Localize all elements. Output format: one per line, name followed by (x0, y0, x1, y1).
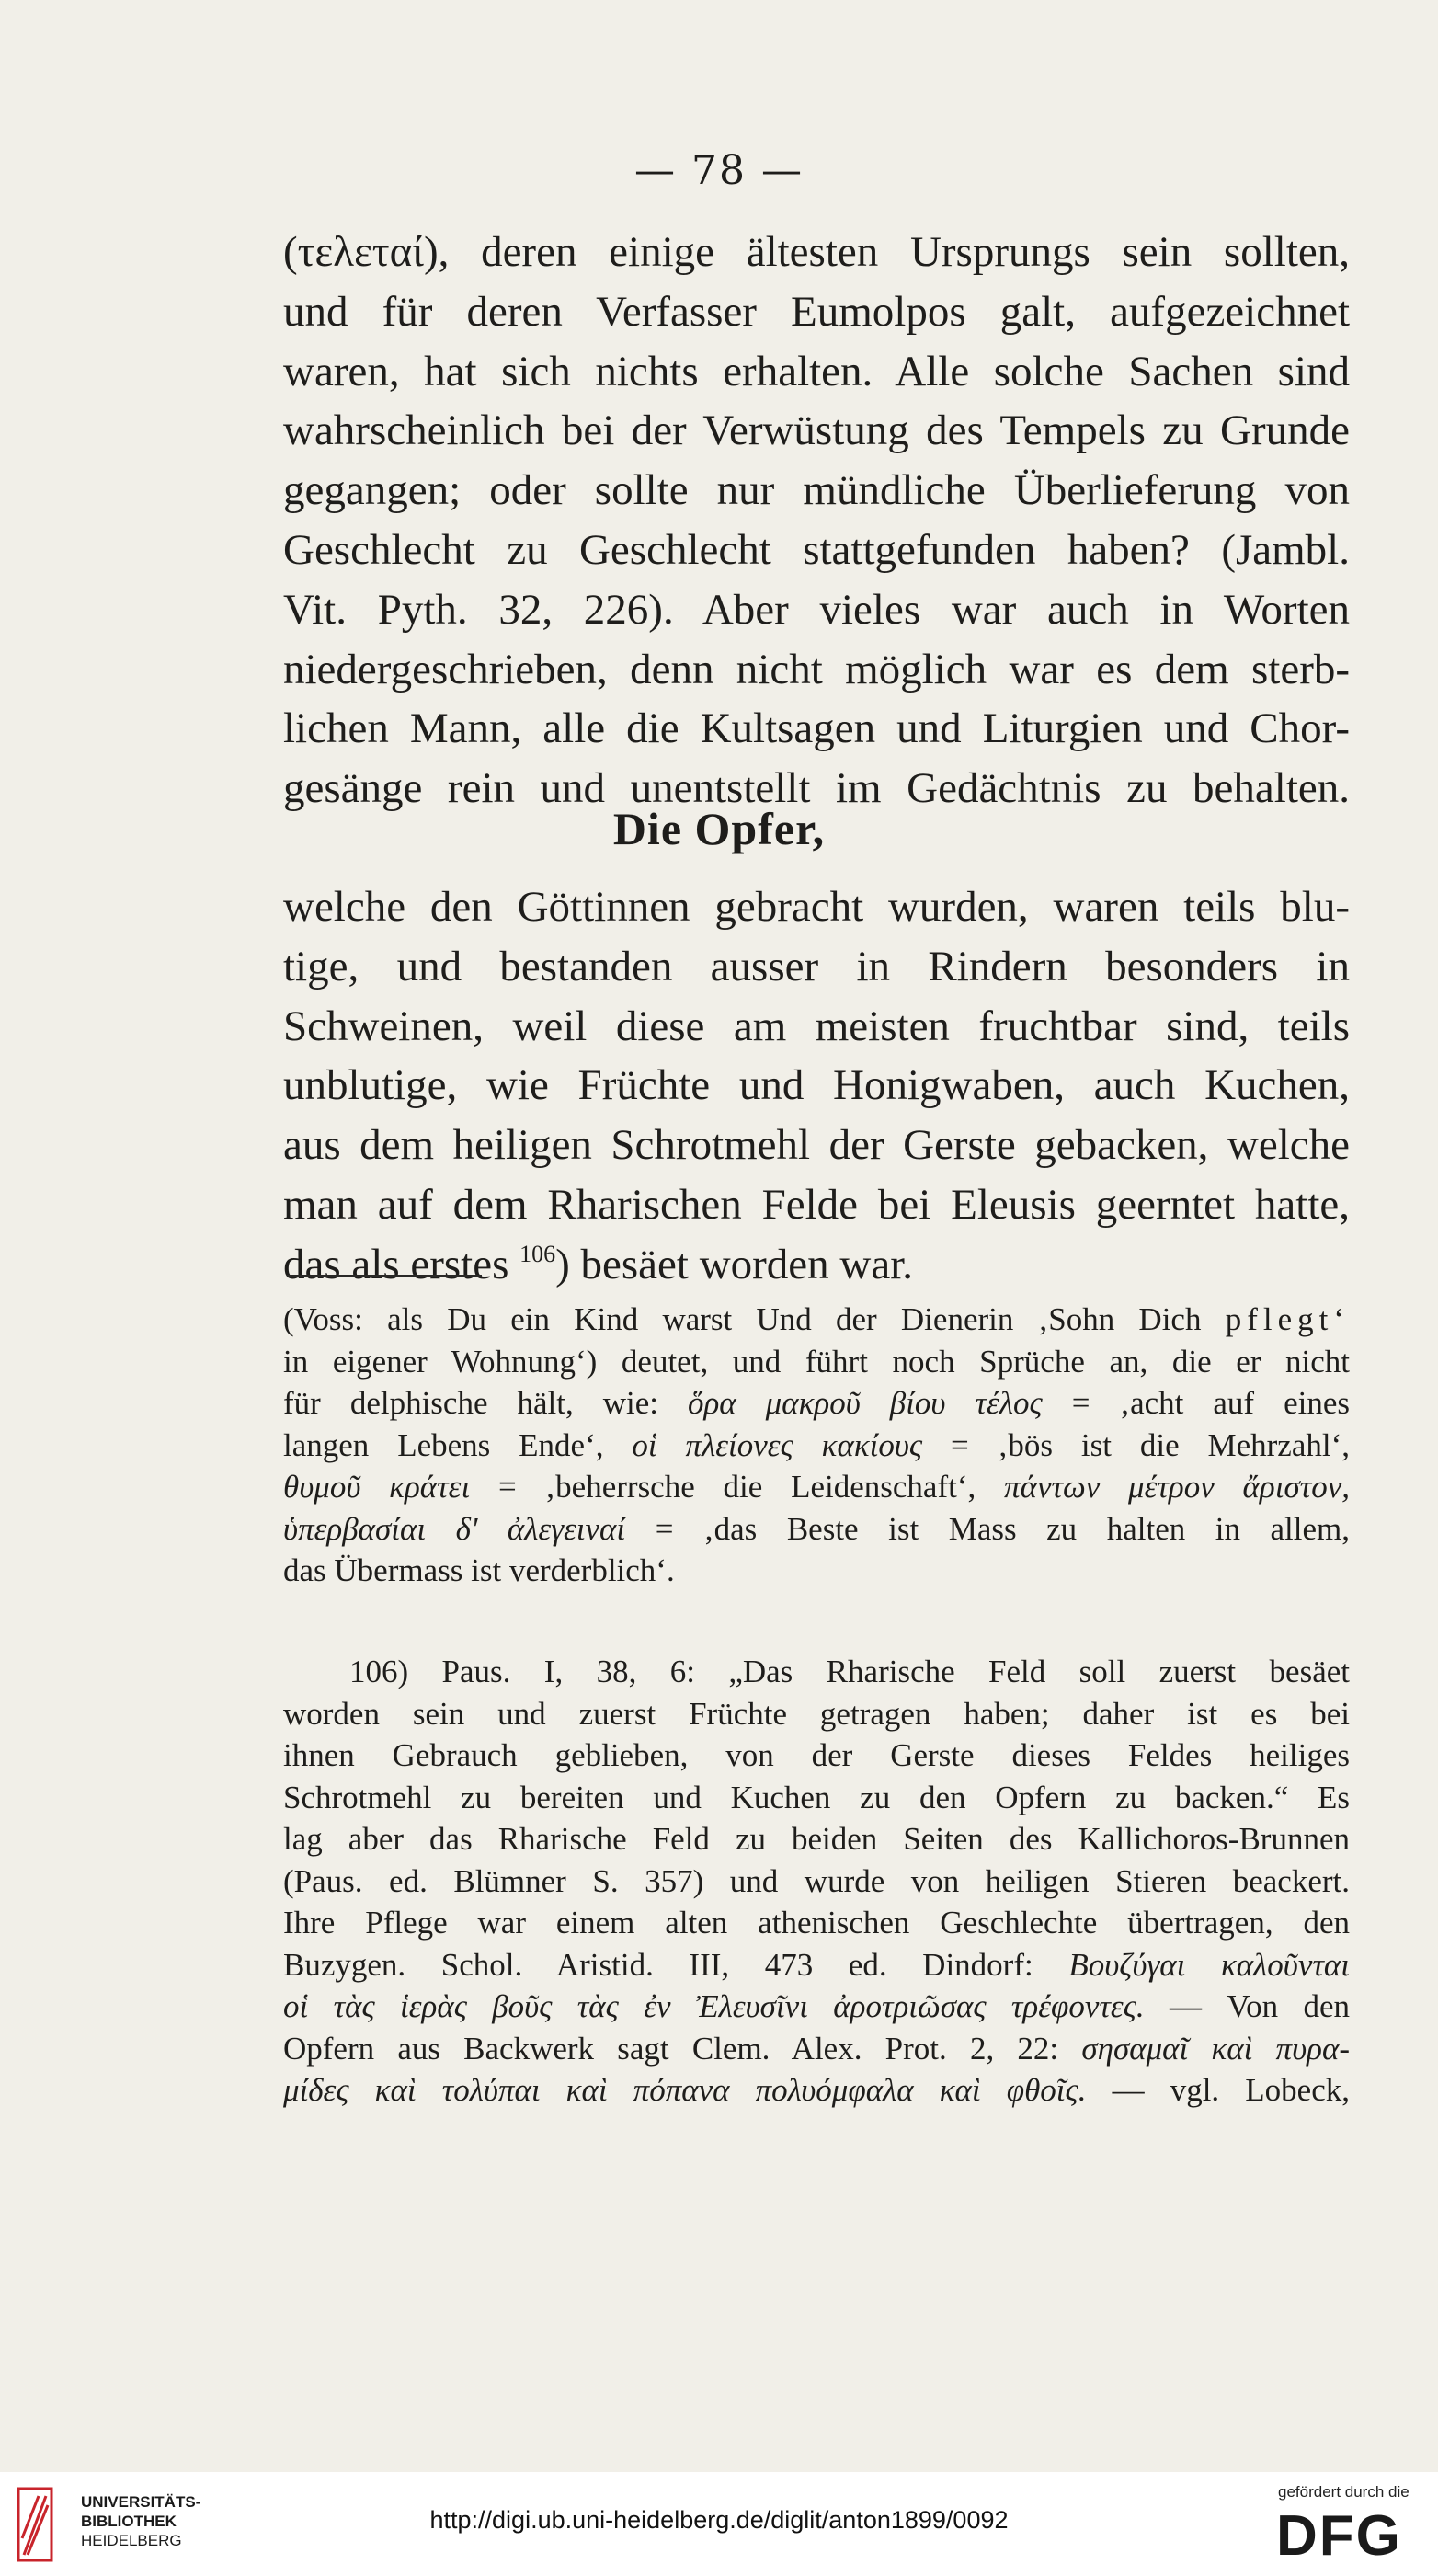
text-line: welche den Göttinnen gebracht wurden, waren teils blu- (283, 883, 1350, 931)
text-line: aus dem heiligen Schrotmehl der Gerste gebacken, welche (283, 1121, 1350, 1170)
footnote-line (283, 2028, 1350, 2070)
text-fragment: für delphische hält, wie: (283, 1385, 658, 1421)
dfg-logo: DFG (1276, 2504, 1402, 2568)
footnote-line (283, 1425, 1350, 1467)
greek-text: μίδες καὶ τολύπαι καὶ πόπανα πολυόμφαλα καὶ φθοῖς. (283, 2072, 1087, 2108)
text-fragment: Buzygen. Schol. Aristid. III, 473 ed. Dindorf: (283, 1946, 1033, 1983)
footnote-line: Ihre Pflege war einem alten athenischen Geschlechte übertragen, den (283, 1905, 1350, 1941)
greek-text: ὑπερβασίαι δ' ἀλεγειναί (283, 1510, 626, 1547)
text-line: unblutige, wie Früchte und Honigwaben, auch Kuchen, (283, 1061, 1350, 1110)
footnote-line (283, 1944, 1350, 1986)
main-paragraph (283, 223, 1350, 819)
text-line: gesänge rein und unentstellt im Gedächtnis zu behalten. (283, 764, 1350, 813)
text-fragment: Opfern aus Backwerk sagt Clem. Alex. Prot. 2, 22: (283, 2030, 1059, 2067)
footnote-separator (287, 1275, 482, 1277)
text-line: man auf dem Rharischen Felde bei Eleusis geerntet hatte, (283, 1180, 1350, 1229)
greek-text: ὅρα μακροῦ βίου τέλος (688, 1385, 1043, 1421)
text-line: tige, und bestanden ausser in Rindern besonders in (283, 942, 1350, 990)
footnote-line: worden sein und zuerst Früchte getragen haben; daher ist es bei (283, 1695, 1350, 1732)
text-line: (τελεταί), deren einige ältesten Ursprungs sein sollten, (283, 228, 1350, 276)
footnote-106 (283, 1651, 1350, 2112)
text-line: waren, hat sich nichts erhalten. Alle solche Sachen sind (283, 347, 1350, 395)
spaced-word: pflegt‘ (1225, 1301, 1350, 1337)
greek-text: σησαμαῖ καὶ πυρα- (1081, 2030, 1350, 2067)
text-line: und für deren Verfasser Eumolpos galt, aufgezeichnet (283, 287, 1350, 336)
text-fragment: (Voss: als Du ein Kind warst Und der Dienerin ‚Sohn Dich (283, 1301, 1202, 1337)
footnote-line (283, 1466, 1350, 1508)
footnote-continued (283, 1299, 1350, 1592)
greek-text: οἱ πλείονες κακίους (632, 1426, 923, 1463)
text-fragment: = ‚acht auf eines (1071, 1385, 1351, 1421)
text-line: gegangen; oder sollte nur mündliche Überlieferung von (283, 466, 1350, 515)
text-fragment: = ‚beherrsche die Leidenschaft‘, (498, 1469, 976, 1505)
text-fragment: langen Lebens Ende‘, (283, 1426, 604, 1463)
funding-caption: gefördert durch die (1278, 2483, 1409, 2501)
section-heading: Die Opfer, (612, 803, 826, 854)
text-fragment: = ‚das Beste ist Mass zu halten in allem, (655, 1510, 1351, 1547)
text-fragment: = ‚bös ist die Mehrzahl‘, (951, 1426, 1351, 1463)
greek-text: θυμοῦ κράτει (283, 1469, 471, 1505)
footnote-line: in eigener Wohnung‘) deutet, und führt noch Sprüche an, die er nicht (283, 1343, 1350, 1380)
footnote-line (283, 1508, 1350, 1551)
library-name-line: UNIVERSITÄTS- (81, 2493, 201, 2511)
text-fragment: — Von den (1170, 1988, 1350, 2024)
footnote-line (283, 2069, 1350, 2112)
footnote-line: lag aber das Rharische Feld zu beiden Seiten des Kallichoros-Brunnen (283, 1821, 1350, 1857)
footnote-line: das Übermass ist verderblich‘. (283, 1552, 675, 1588)
text-line-last (283, 1235, 1350, 1295)
footnote-reference: 106 (519, 1240, 556, 1267)
library-name-line: HEIDELBERG (81, 2532, 182, 2549)
greek-text: Βουζύγαι καλοῦνται (1068, 1946, 1351, 1983)
footnote-line: (Paus. ed. Blümner S. 357) und wurde von heiligen Stieren beackert. (283, 1862, 1350, 1899)
permalink-url[interactable]: http://digi.ub.uni-heidelberg.de/diglit/anton1899/0092 (429, 2506, 1009, 2534)
footnote-line (283, 1986, 1350, 2028)
footnote-line (283, 1299, 1350, 1341)
text-line: wahrscheinlich bei der Verwüstung des Tempels zu Grunde (283, 406, 1350, 455)
page-number: — 78 — (634, 147, 804, 194)
footnote-line: Schrotmehl zu bereiten und Kuchen zu den Opfern zu backen.“ Es (283, 1779, 1350, 1815)
text-fragment: ) besäet worden war. (555, 1240, 914, 1288)
text-line: lichen Mann, alle die Kultsagen und Liturgien und Chor- (283, 704, 1350, 753)
greek-text: πάντων μέτρον ἄριστον, (1004, 1469, 1351, 1505)
text-line: Schweinen, weil diese am meisten fruchtbar sind, teils (283, 1002, 1350, 1050)
footnote-line: ihnen Gebrauch geblieben, von der Gerste dieses Feldes heiliges (283, 1737, 1350, 1773)
footnote-line: 106) Paus. I, 38, 6: „Das Rharische Feld soll zuerst besäet (349, 1654, 1350, 1689)
section-paragraph (283, 877, 1350, 1295)
text-line: Geschlecht zu Geschlecht stattgefunden haben? (Jambl. (283, 525, 1350, 574)
text-fragment: das als erstes (283, 1240, 509, 1288)
text-line: Vit. Pyth. 32, 226). Aber vieles war auch in Worten (283, 585, 1350, 634)
text-fragment: — vgl. Lobeck, (1112, 2072, 1350, 2108)
library-name-line: BIBLIOTHEK (81, 2513, 177, 2530)
greek-text: οἱ τὰς ἱερὰς βοῦς τὰς ἐν Ἐλευσῖνι ἀροτριῶσας τρέφοντες. (283, 1988, 1145, 2024)
text-line: niedergeschrieben, denn nicht möglich war es dem sterb- (283, 645, 1350, 693)
footnote-line (283, 1382, 1350, 1425)
